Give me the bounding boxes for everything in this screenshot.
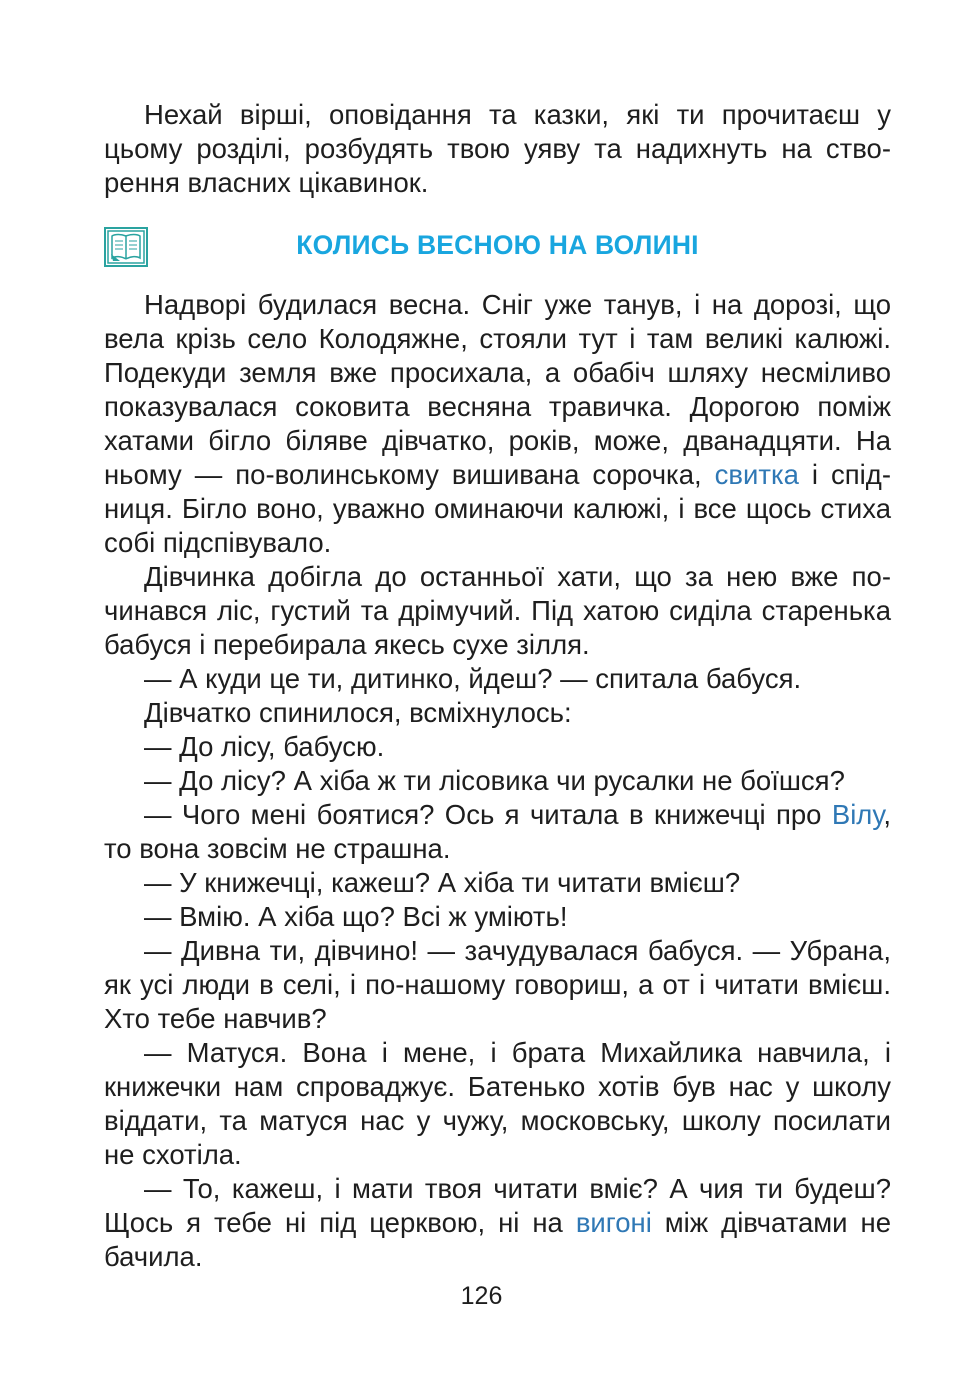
page-number: 126 [460,1282,503,1310]
text-run: Дівчинка добігла до останньої хати, що за нею вже починався ліс, густий та дрімучий. Під хатою сиділа старенька бабуся і перебирала якесь сухе зілля. [104,561,891,660]
glossary-term: вигоні [575,1207,652,1238]
intro-text [104,98,891,200]
page-content [104,98,891,1274]
story-paragraph [104,1172,891,1274]
story-paragraph [104,934,891,1036]
section-title: КОЛИСЬ ВЕСНОЮ НА ВОЛИНІ [296,230,699,260]
story-paragraph [104,798,891,866]
text-run: між дівчатами не бачила. [104,1207,891,1272]
story-paragraph [104,866,891,900]
text-run: — Матуся. Вона і мене, і брата Михайлика навчила, і книжечки нам спроваджує. Батенько хотів був нас у школу віддати, та матуся нас у чужу, московську, школу посилати не схотіла. [104,1037,891,1170]
text-run: — До лісу, бабусю. [144,731,385,762]
text-run: — А куди це ти, дитинко, йдеш? — спитала бабуся. [144,663,802,694]
text-run: — До лісу? А хіба ж ти лісовика чи русалки не боїшся? [144,765,845,796]
section-heading [104,224,891,280]
text-run: Дівчатко спинилося, всміхнулось: [144,697,572,728]
story-paragraph [104,764,891,798]
glossary-term: свитка [714,459,799,490]
story-paragraph [104,560,891,662]
text-run: — Дивна ти, дівчино! — зачудувалася бабуся. — Убрана, як усі люди в селі, і по-нашому говориш, а от і читати вмієш. Хто тебе навчив? [104,935,891,1034]
glossary-term: Вілу [831,799,884,830]
text-run: Надворі будилася весна. Сніг уже танув, і на дорозі, що вела крізь село Колодяжне, стояли тут і там великі калюжі. Подекуди земля вже просихала, а обабіч шляху несміливо показувалася соковита весняна травичка. Дорогою поміж хатами бігло біляве дівчатко, років, може, дванадцяти. На ньому — по-волинському вишивана сорочка, [104,289,891,490]
story-paragraph [104,696,891,730]
intro-paragraph [104,98,891,200]
story-text [104,288,891,1274]
text-run: — То, кажеш, і мати твоя читати вміє? А чия ти будеш? Щось я тебе ні під церквою, ні на [104,1173,891,1238]
text-run: , то вона зовсім не страшна. [104,799,891,864]
story-paragraph [104,1036,891,1172]
story-paragraph [104,900,891,934]
text-run: — Чого мені боятися? Ось я читала в книжечці про [144,799,832,830]
text-run: і спідниця. Бігло воно, уважно оминаючи калюжі, і все щось стиха собі підспівувало. [104,459,891,558]
text-run: — У книжечці, кажеш? А хіба ти читати вмієш? [144,867,741,898]
text-run: Нехай вірші, оповідання та казки, які ти прочитаєш у цьому розділі, розбудять твою уяву та надихнуть на створення власних цікавинок. [104,99,891,198]
story-paragraph [104,662,891,696]
story-paragraph [104,730,891,764]
story-paragraph [104,288,891,560]
text-run: — Вмію. А хіба що? Всі ж уміють! [144,901,568,932]
